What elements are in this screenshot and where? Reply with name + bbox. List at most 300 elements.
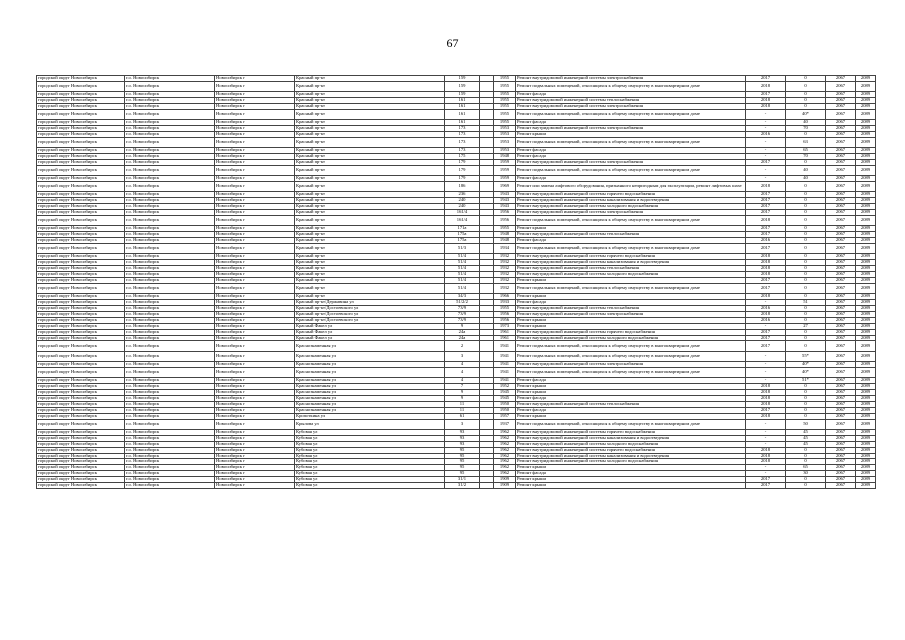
table-cell-area: 0 [786,182,826,192]
table-cell-settlement: г.о. Новосибирск [125,272,215,278]
table-cell-house: 61 [445,413,480,419]
table-cell-street: Красный пр-кт [295,294,445,300]
table-cell-end_b: 2089 [856,238,876,244]
table-cell-year: 1961 [494,335,516,341]
table-cell-work: Ремонт внутридомовой инженерной системы теплоснабжения [516,98,746,104]
table-cell-municipality: городской округ Новосибирск [37,137,125,147]
table-cell-start: - [746,429,786,435]
table-cell-house: 173 [445,126,480,132]
table-cell-street: Красный пр-кт [295,109,445,119]
table-cell-start: 2017 [746,244,786,254]
table-cell-end_a: 2067 [826,471,856,477]
table-cell-house: 11 [445,401,480,407]
table-cell-work: Ремонт внутридомовой инженерной системы теплоснабжения [516,306,746,312]
table-cell-municipality: городской округ Новосибирск [37,126,125,132]
table-cell-house: 51/4 [445,272,480,278]
table-cell-municipality: городской округ Новосибирск [37,435,125,441]
table-cell-house: 173 [445,148,480,154]
table-cell-municipality: городской округ Новосибирск [37,182,125,192]
table-cell-street: Красный пр-кт [295,120,445,126]
table-cell-area: 0 [786,132,826,138]
table-cell-area: 0 [786,104,826,110]
table-cell-area: 0 [786,81,826,91]
table-cell-municipality: городской округ Новосибирск [37,260,125,266]
table-cell-area: 45 [786,441,826,447]
table-cell-end_b: 2089 [856,176,876,182]
table-cell-street: Красный пр-кт [295,232,445,238]
page-number: 67 [446,36,459,50]
table-cell-end_b: 2089 [856,148,876,154]
table-cell-municipality: городской округ Новосибирск [37,283,125,293]
table-cell-street: Кубовая ул [295,447,445,453]
table-cell-street: Краснознаменная ул [295,341,445,351]
table-cell-locality: Новосибирск г [215,154,295,160]
table-cell-end_b: 2089 [856,244,876,254]
table-cell-end_a: 2067 [826,120,856,126]
table-cell-area: 0 [786,254,826,260]
table-cell-locality: Новосибирск г [215,266,295,272]
table-cell-locality: Новосибирск г [215,182,295,192]
table-cell-settlement: г.о. Новосибирск [125,244,215,254]
table-cell-street: Красный пр-кт [295,165,445,175]
table-cell-year: 1959 [494,160,516,166]
table-cell-locality: Новосибирск г [215,226,295,232]
table-row [37,351,876,361]
table-cell-house: 2 [445,341,480,351]
table-cell-work: Ремонт внутридомовой инженерной системы электроснабжения [516,160,746,166]
table-cell-street: Красный пр-кт [295,244,445,254]
table-cell-settlement: г.о. Новосибирск [125,323,215,329]
table-cell-locality: Новосибирск г [215,210,295,216]
table-cell-municipality: городской округ Новосибирск [37,401,125,407]
table-cell-end_b: 2089 [856,395,876,401]
table-cell-end_b: 2089 [856,165,876,175]
table-cell-settlement: г.о. Новосибирск [125,266,215,272]
table-cell-house: 31/1 [445,477,480,483]
table-cell-municipality: городской округ Новосибирск [37,453,125,459]
table-cell-start: 2017 [746,204,786,210]
table-cell-end_b: 2089 [856,272,876,278]
table-cell-end_a: 2067 [826,407,856,413]
table-cell-year: 1937 [494,419,516,429]
table-cell-locality: Новосибирск г [215,204,295,210]
table-cell-house: 51/3 [445,244,480,254]
table-cell-settlement: г.о. Новосибирск [125,192,215,198]
table-cell-area: 0 [786,483,826,489]
table-cell-end_a: 2067 [826,483,856,489]
table-cell-work: Ремонт крыши [516,465,746,471]
table-cell-area: 0 [786,272,826,278]
table-cell-end_b: 2089 [856,154,876,160]
table-cell-area: 0 [786,238,826,244]
table-cell-year: 1953 [494,148,516,154]
table-cell-start: 2017 [746,226,786,232]
table-cell-area: 40 [786,120,826,126]
table-cell-end_b: 2089 [856,216,876,226]
table-cell-locality: Новосибирск г [215,407,295,413]
table-cell-end_a: 2067 [826,104,856,110]
table-cell-house: 161 [445,120,480,126]
table-cell-area: 0 [786,329,826,335]
table-cell-work: Ремонт внутридомовой инженерной системы электроснабжения [516,126,746,132]
table-cell-settlement: г.о. Новосибирск [125,378,215,384]
table-cell-area: 0 [786,204,826,210]
table-cell-work: Ремонт подвальных помещений, относящихся к общему имуществу в многоквартирном доме [516,351,746,361]
table-cell-municipality: городской округ Новосибирск [37,384,125,390]
table-cell-street: Кубовая ул [295,429,445,435]
table-cell-area: 63 [786,137,826,147]
table-cell-street: Красный пр-кт [295,76,445,82]
table-cell-work: Ремонт внутридомовой инженерной системы канализования и водоотведения [516,198,746,204]
table-cell-start: 2016 [746,238,786,244]
table-cell-municipality: городской округ Новосибирск [37,390,125,396]
table-cell-locality: Новосибирск г [215,465,295,471]
table-cell-end_a: 2067 [826,435,856,441]
table-cell-start: 2018 [746,182,786,192]
table-cell-municipality: городской округ Новосибирск [37,329,125,335]
table-cell-start: 2018 [746,384,786,390]
table-cell-work: Ремонт или замена лифтового оборудования, признанного непригодным для эксплуатации, ремонт лифтовых шахт [516,182,746,192]
table-cell-start: 2017 [746,210,786,216]
table-cell-area: 50 [786,419,826,429]
table-cell-work: Ремонт фасада [516,176,746,182]
table-cell-municipality: городской округ Новосибирск [37,176,125,182]
table-cell-house: 175 [445,154,480,160]
table-cell-start: 2018 [746,81,786,91]
table-cell-municipality: городской округ Новосибирск [37,192,125,198]
table-cell-house: 95 [445,453,480,459]
table-cell-municipality: городской округ Новосибирск [37,266,125,272]
table-cell-area: 0 [786,335,826,341]
table-cell-municipality: городской округ Новосибирск [37,465,125,471]
table-cell-street: Кубовая ул [295,471,445,477]
table-cell-settlement: г.о. Новосибирск [125,351,215,361]
table-cell-end_b: 2089 [856,367,876,377]
table-cell-locality: Новосибирск г [215,477,295,483]
table-row [37,283,876,293]
table-cell-unused [480,351,494,361]
table-cell-work: Ремонт внутридомовой инженерной системы электроснабжения [516,76,746,82]
table-cell-house: 51/4 [445,266,480,272]
table-cell-start: - [746,323,786,329]
table-cell-locality: Новосибирск г [215,300,295,306]
table-cell-start: - [746,120,786,126]
table-row [37,137,876,147]
table-cell-settlement: г.о. Новосибирск [125,465,215,471]
table-cell-settlement: г.о. Новосибирск [125,154,215,160]
table-cell-locality: Новосибирск г [215,483,295,489]
table-cell-unused [480,165,494,175]
table-cell-year: 1962 [494,441,516,447]
table-cell-locality: Новосибирск г [215,341,295,351]
table-cell-street: Красный пр-кт [295,238,445,244]
table-cell-end_b: 2089 [856,182,876,192]
table-cell-house: 159 [445,76,480,82]
table-cell-municipality: городской округ Новосибирск [37,395,125,401]
table-cell-end_b: 2089 [856,76,876,82]
table-cell-work: Ремонт подвальных помещений, относящихся к общему имуществу в многоквартирном доме [516,367,746,377]
table-cell-start: 2018 [746,413,786,419]
table-cell-end_a: 2067 [826,429,856,435]
table-cell-municipality: городской округ Новосибирск [37,278,125,284]
table-cell-start: - [746,109,786,119]
table-cell-locality: Новосибирск г [215,98,295,104]
table-cell-street: Красный пр-кт [295,137,445,147]
table-cell-street: Краснознаменная ул [295,401,445,407]
table-row [37,244,876,254]
table-cell-street: Крылова ул [295,419,445,429]
table-cell-start: - [746,165,786,175]
table-cell-area: 0 [786,76,826,82]
table-cell-end_b: 2089 [856,98,876,104]
table-cell-area: 0 [786,413,826,419]
table-cell-work: Ремонт крыши [516,390,746,396]
table-cell-unused [480,341,494,351]
table-cell-locality: Новосибирск г [215,92,295,98]
table-cell-end_b: 2089 [856,120,876,126]
table-cell-year: 1941 [494,362,516,368]
table-cell-work: Ремонт подвальных помещений, относящихся к общему имуществу в многоквартирном доме [516,81,746,91]
table-cell-end_b: 2089 [856,441,876,447]
table-cell-settlement: г.о. Новосибирск [125,453,215,459]
table-cell-year: 1969 [494,182,516,192]
table-cell-start: - [746,441,786,447]
table-cell-unused [480,367,494,377]
table-cell-street: Красный пр-кт [295,278,445,284]
table-cell-locality: Новосибирск г [215,413,295,419]
table-cell-end_a: 2067 [826,244,856,254]
table-cell-municipality: городской округ Новосибирск [37,81,125,91]
table-cell-street: Красный пр-кт [295,126,445,132]
table-cell-work: Ремонт внутридомовой инженерной системы горячего водоснабжения [516,429,746,435]
table-cell-locality: Новосибирск г [215,176,295,182]
table-cell-settlement: г.о. Новосибирск [125,300,215,306]
table-cell-work: Ремонт крыши [516,483,746,489]
table-cell-year: 1962 [494,429,516,435]
table-cell-year: 1962 [494,471,516,477]
table-cell-locality: Новосибирск г [215,192,295,198]
table-cell-work: Ремонт крыши [516,132,746,138]
table-cell-end_a: 2067 [826,441,856,447]
table-cell-settlement: г.о. Новосибирск [125,477,215,483]
table-cell-municipality: городской округ Новосибирск [37,109,125,119]
table-cell-locality: Новосибирск г [215,323,295,329]
table-cell-end_a: 2067 [826,109,856,119]
table-cell-end_b: 2089 [856,384,876,390]
table-cell-locality: Новосибирск г [215,238,295,244]
table-cell-locality: Новосибирск г [215,401,295,407]
table-cell-end_a: 2067 [826,335,856,341]
table-cell-year: 1941 [494,367,516,377]
table-cell-work: Ремонт внутридомовой инженерной системы холодного водоснабжения [516,272,746,278]
table-cell-end_b: 2089 [856,126,876,132]
table-cell-area: 40* [786,367,826,377]
table-cell-unused [480,216,494,226]
table-cell-area: 0 [786,226,826,232]
table-cell-end_b: 2089 [856,435,876,441]
table-cell-year: 1955 [494,104,516,110]
table-cell-end_b: 2089 [856,453,876,459]
table-cell-house: 31/2 [445,483,480,489]
table-cell-municipality: городской округ Новосибирск [37,471,125,477]
table-cell-year: 1948 [494,154,516,160]
table-cell-year: 1932 [494,272,516,278]
table-cell-end_a: 2067 [826,98,856,104]
table-cell-municipality: городской округ Новосибирск [37,210,125,216]
table-cell-area: 65 [786,148,826,154]
table-cell-work: Ремонт внутридомовой инженерной системы холодного водоснабжения [516,459,746,465]
table-cell-year: 1957 [494,413,516,419]
table-cell-year: 1956 [494,216,516,226]
table-cell-unused [480,137,494,147]
table-cell-end_a: 2067 [826,351,856,361]
table-cell-area: 0 [786,260,826,266]
table-cell-house: 179 [445,176,480,182]
table-cell-start: 2017 [746,283,786,293]
table-cell-work: Ремонт внутридомовой инженерной системы теплоснабжения [516,401,746,407]
table-cell-locality: Новосибирск г [215,447,295,453]
table-cell-street: Краснознаменная ул [295,390,445,396]
table-cell-start: 2018 [746,453,786,459]
table-cell-house: 175а [445,232,480,238]
table-cell-street: Краснознаменная ул [295,362,445,368]
table-cell-year: 1948 [494,238,516,244]
table-cell-house: 95 [445,447,480,453]
table-cell-start: - [746,378,786,384]
table-cell-house: 51/4 [445,254,480,260]
table-cell-end_b: 2089 [856,459,876,465]
table-cell-start: 2017 [746,477,786,483]
table-cell-year: 1945 [494,390,516,396]
table-cell-work: Ремонт подвальных помещений, относящихся к общему имуществу в многоквартирном доме [516,137,746,147]
table-cell-work: Ремонт фасада [516,407,746,413]
table-cell-year: 1953 [494,126,516,132]
table-cell-end_a: 2067 [826,204,856,210]
table-cell-unused [480,283,494,293]
table-cell-house: 51/4 [445,283,480,293]
table-row [37,419,876,429]
table-cell-municipality: городской округ Новосибирск [37,483,125,489]
table-cell-street: Красный пр-кт [295,283,445,293]
table-cell-house: 34/3 [445,294,480,300]
table-cell-settlement: г.о. Новосибирск [125,429,215,435]
table-cell-locality: Новосибирск г [215,395,295,401]
table-cell-municipality: городской округ Новосибирск [37,317,125,323]
table-cell-end_a: 2067 [826,465,856,471]
table-cell-area: 0 [786,459,826,465]
table-cell-year: 1932 [494,283,516,293]
table-cell-end_a: 2067 [826,294,856,300]
table-cell-end_a: 2067 [826,137,856,147]
table-cell-end_b: 2089 [856,401,876,407]
table-cell-work: Ремонт крыши [516,477,746,483]
table-cell-street: Красный пр-кт [295,148,445,154]
table-cell-street: Красный Факел ул [295,329,445,335]
table-cell-settlement: г.о. Новосибирск [125,311,215,317]
table-cell-house: 73/9 [445,311,480,317]
table-cell-year: 1945 [494,395,516,401]
table-cell-municipality: городской округ Новосибирск [37,272,125,278]
table-cell-street: Красный пр-кт/Державина ул [295,300,445,306]
table-cell-house: 161/4 [445,216,480,226]
table-cell-settlement: г.о. Новосибирск [125,120,215,126]
table-cell-area: 0 [786,447,826,453]
table-cell-work: Ремонт крыши [516,323,746,329]
table-cell-house: 73/9 [445,306,480,312]
table-cell-settlement: г.о. Новосибирск [125,362,215,368]
table-cell-locality: Новосибирск г [215,216,295,226]
table-cell-municipality: городской округ Новосибирск [37,441,125,447]
table-cell-locality: Новосибирск г [215,109,295,119]
table-cell-end_a: 2067 [826,283,856,293]
table-cell-area: 65 [786,465,826,471]
table-cell-end_b: 2089 [856,311,876,317]
table-cell-locality: Новосибирск г [215,126,295,132]
table-cell-area: 0 [786,283,826,293]
table-row [37,216,876,226]
table-cell-house: 159 [445,81,480,91]
table-cell-year: 1959 [494,165,516,175]
table-cell-settlement: г.о. Новосибирск [125,447,215,453]
table-cell-street: Кубовая ул [295,459,445,465]
table-cell-start: 2017 [746,92,786,98]
table-cell-year: 1933 [494,300,516,306]
table-cell-end_a: 2067 [826,165,856,175]
table-cell-locality: Новосибирск г [215,278,295,284]
table-cell-settlement: г.о. Новосибирск [125,419,215,429]
table-cell-year: 1962 [494,435,516,441]
table-cell-unused [480,244,494,254]
table-cell-municipality: городской округ Новосибирск [37,335,125,341]
table-cell-street: Красный пр-кт [295,104,445,110]
table-cell-start: 2018 [746,311,786,317]
table-cell-end_b: 2089 [856,362,876,368]
table-cell-year: 1941 [494,351,516,361]
table-cell-end_a: 2067 [826,160,856,166]
table-cell-house: 93 [445,435,480,441]
table-cell-work: Ремонт внутридомовой инженерной системы теплоснабжения [516,266,746,272]
table-cell-start: 2018 [746,401,786,407]
table-cell-start: 2017 [746,232,786,238]
table-cell-end_a: 2067 [826,395,856,401]
table-cell-year: 1955 [494,81,516,91]
table-cell-start: 2017 [746,341,786,351]
table-cell-settlement: г.о. Новосибирск [125,137,215,147]
table-cell-work: Ремонт внутридомовой инженерной системы канализования и водоотведения [516,453,746,459]
table-cell-street: Кубовая ул [295,465,445,471]
table-cell-municipality: городской округ Новосибирск [37,154,125,160]
table-cell-work: Ремонт внутридомовой инженерной системы горячего водоснабжения [516,254,746,260]
table-cell-work: Ремонт внутридомовой инженерной системы теплоснабжения [516,232,746,238]
table-cell-area: 0 [786,192,826,198]
table-cell-settlement: г.о. Новосибирск [125,226,215,232]
table-cell-year: 1962 [494,453,516,459]
table-cell-street: Красный пр-кт [295,198,445,204]
table-cell-municipality: городской округ Новосибирск [37,232,125,238]
table-cell-end_b: 2089 [856,137,876,147]
table-cell-locality: Новосибирск г [215,148,295,154]
table-cell-area: 0 [786,407,826,413]
table-cell-street: Красный Факел ул [295,335,445,341]
table-cell-work: Ремонт внутридомовой инженерной системы холодного водоснабжения [516,441,746,447]
table-cell-start: - [746,176,786,182]
table-cell-year: 1909 [494,483,516,489]
table-cell-work: Ремонт фасада [516,378,746,384]
table-cell-municipality: городской округ Новосибирск [37,244,125,254]
table-cell-end_a: 2067 [826,367,856,377]
table-cell-year: 1956 [494,311,516,317]
table-cell-start: 2018 [746,260,786,266]
